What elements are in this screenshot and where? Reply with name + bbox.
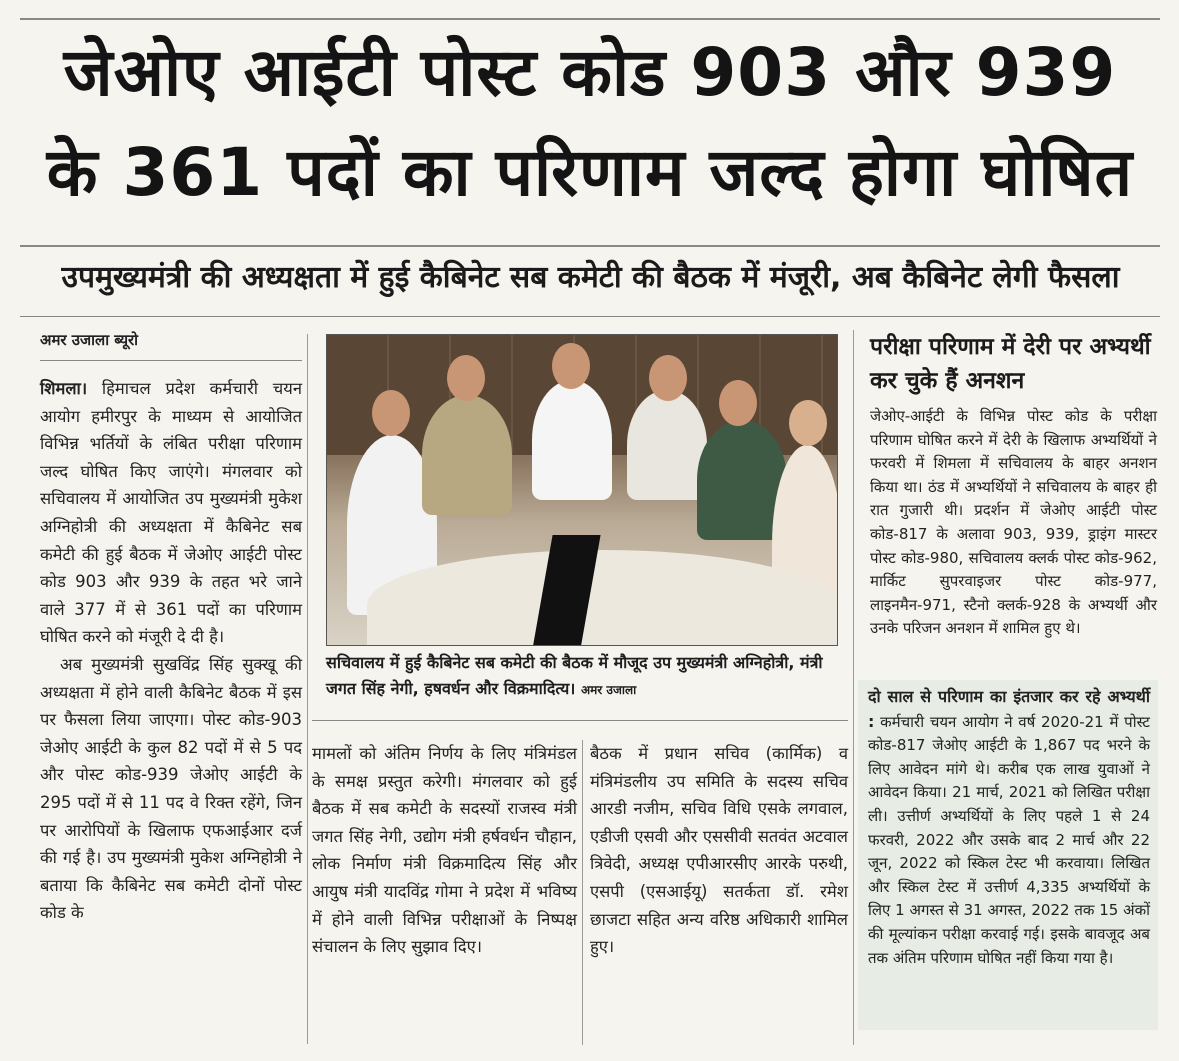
sidebar-divider [853, 330, 854, 1045]
article-column-1 [40, 375, 302, 927]
article-column-3 [590, 740, 848, 961]
sidebar-box-body: कर्मचारी चयन आयोग ने वर्ष 2020-21 में पोस्ट कोड-817 जेओए आईटी के 1,867 पद भरने के लिए आवेदन मांगे थे। करीब एक लाख युवाओं ने आवेदन किया। 21 मार्च, 2021 को लिखित परीक्षा ली। उत्तीर्ण अभ्यर्थियों के लिए पहले 1 से 24 फरवरी, 2022 और उसके बाद 2 मार्च और 22 जून, 2022 को स्किल टेस्ट भी करवाया। लिखित और स्किल टेस्ट में उत्तीर्ण 4,335 अभ्यर्थियों के लिए 1 अगस्त से 31 अगस्त, 2022 तक 15 अंकों की मूल्यांकन परीक्षा करवाई गई। इसके बावजूद अब तक अंतिम परिणाम घोषित नहीं किया गया है। [868, 712, 1150, 967]
sidebar-heading: परीक्षा परिणाम में देरी पर अभ्यर्थी कर चुके हैं अनशन [870, 334, 1151, 394]
byline-rule [40, 360, 302, 361]
column-divider-1 [307, 334, 308, 1044]
headline-line-1: जेओए आईटी पोस्ट कोड 903 और 939 [63, 34, 1117, 111]
top-rule [20, 18, 1160, 20]
article-paragraph-1 [40, 375, 302, 651]
photo-caption [326, 650, 846, 703]
article-paragraph-1-text: हिमाचल प्रदेश कर्मचारी चयन आयोग हमीरपुर के माध्यम से आयोजित विभिन्न भर्तियों के लंबित परीक्षा परिणाम जल्द घोषित किए जाएंगे। मंगलवार को सचिवालय में आयोजित उप मुख्यमंत्री मुकेश अग्निहोत्री की अध्यक्षता में कैबिनेट सब कमेटी की हुई बैठक में जेओए आईटी पोस्ट कोड 903 और 939 के तहत भरे जाने वाले 377 में से 361 पदों का परिणाम घोषित करने को मंजूरी दे दी है। [40, 379, 302, 647]
headline-divider [20, 245, 1160, 247]
subheadline: उपमुख्यमंत्री की अध्यक्षता में हुई कैबिनेट सब कमेटी की बैठक में मंजूरी, अब कैबिनेट लेगी फैसला [61, 260, 1120, 295]
dateline: शिमला। [40, 379, 88, 398]
sidebar-box-lead: दो साल से परिणाम का इंतजार कर रहे अभ्यर्थी : [868, 687, 1150, 731]
byline: अमर उजाला ब्यूरो [40, 331, 139, 349]
caption-rule [312, 720, 848, 721]
sidebar-text: जेओए-आईटी के विभिन्न पोस्ट कोड के परीक्षा परिणाम घोषित करने में देरी के खिलाफ अभ्यर्थियों ने फरवरी में शिमला में सचिवालय के बाहर अनशन किया था। ठंड में अभ्यर्थियों ने सचिवालय के बाहर ही रात गुजारी थी। प्रदर्शन में जेओए आईटी पोस्ट कोड-817 के अलावा 903, 939, ड्राइंग मास्टर पोस्ट कोड-980, सचिवालय क्लर्क पोस्ट कोड-962, मार्किट सुपरवाइजर पोस्ट कोड-977, लाइनमैन-971, स्टैनो क्लर्क-928 के अभ्यर्थी और उनके परिजन अनशन में शामिल हुए थे। [870, 407, 1157, 638]
article-paragraph-2: अब मुख्यमंत्री सुखविंद्र सिंह सुक्खू की अध्यक्षता में होने वाली कैबिनेट बैठक में इस पर फैसला लिया जाएगा। पोस्ट कोड-903 जेओए आईटी के कुल 82 पदों में से 5 पद और पोस्ट कोड-939 जेओए आईटी के 295 पदों में से 11 पद वे रिक्त रहेंगे, जिन पर आरोपियों के खिलाफ एफआईआर दर्ज की गई है। उप मुख्यमंत्री मुकेश अग्निहोत्री ने बताया कि कैबिनेट सब कमेटी दोनों पोस्ट कोड के [40, 654, 302, 923]
article-column-2-text: मामलों को अंतिम निर्णय के लिए मंत्रिमंडल के समक्ष प्रस्तुत करेगी। मंगलवार को हुई बैठक में सब कमेटी के सदस्यों राजस्व मंत्री जगत सिंह नेगी, उद्योग मंत्री हर्षवर्धन चौहान, लोक निर्माण मंत्री विक्रमादित्य सिंह और आयुष मंत्री यादविंद्र गोमा ने प्रदेश में भविष्य में होने वाली विभिन्न परीक्षाओं के निष्पक्ष संचालन के लिए सुझाव दिए। [312, 744, 577, 957]
photo-caption-text: सचिवालय में हुई कैबिनेट सब कमेटी की बैठक में मौजूद उप मुख्यमंत्री अग्निहोत्री, मंत्री जगत सिंह नेगी, हषवर्धन और विक्रमादित्य। [326, 653, 823, 698]
column-divider-2 [582, 740, 583, 1045]
headline-line-2: के 361 पदों का परिणाम जल्द होगा घोषित [46, 134, 1134, 211]
meeting-photo [326, 334, 838, 646]
article-column-2 [312, 740, 577, 961]
photo-credit: अमर उजाला [580, 683, 637, 697]
sidebar-box-text [868, 685, 1150, 970]
subheadline-divider [20, 316, 1160, 317]
article-column-3-text: बैठक में प्रधान सचिव (कार्मिक) व मंत्रिमंडलीय उप समिति के सदस्य सचिव आरडी नजीम, सचिव विधि एसके लगवाल, एडीजी एसवी और एससीवी सतवंत अटवाल त्रिवेदी, अध्यक्ष एपीआरसीए आरके परुथी, एसपी (एसआईयू) सतर्कता डॉ. रमेश छाजटा सहित अन्य वरिष्ठ अधिकारी शामिल हुए। [590, 744, 848, 957]
